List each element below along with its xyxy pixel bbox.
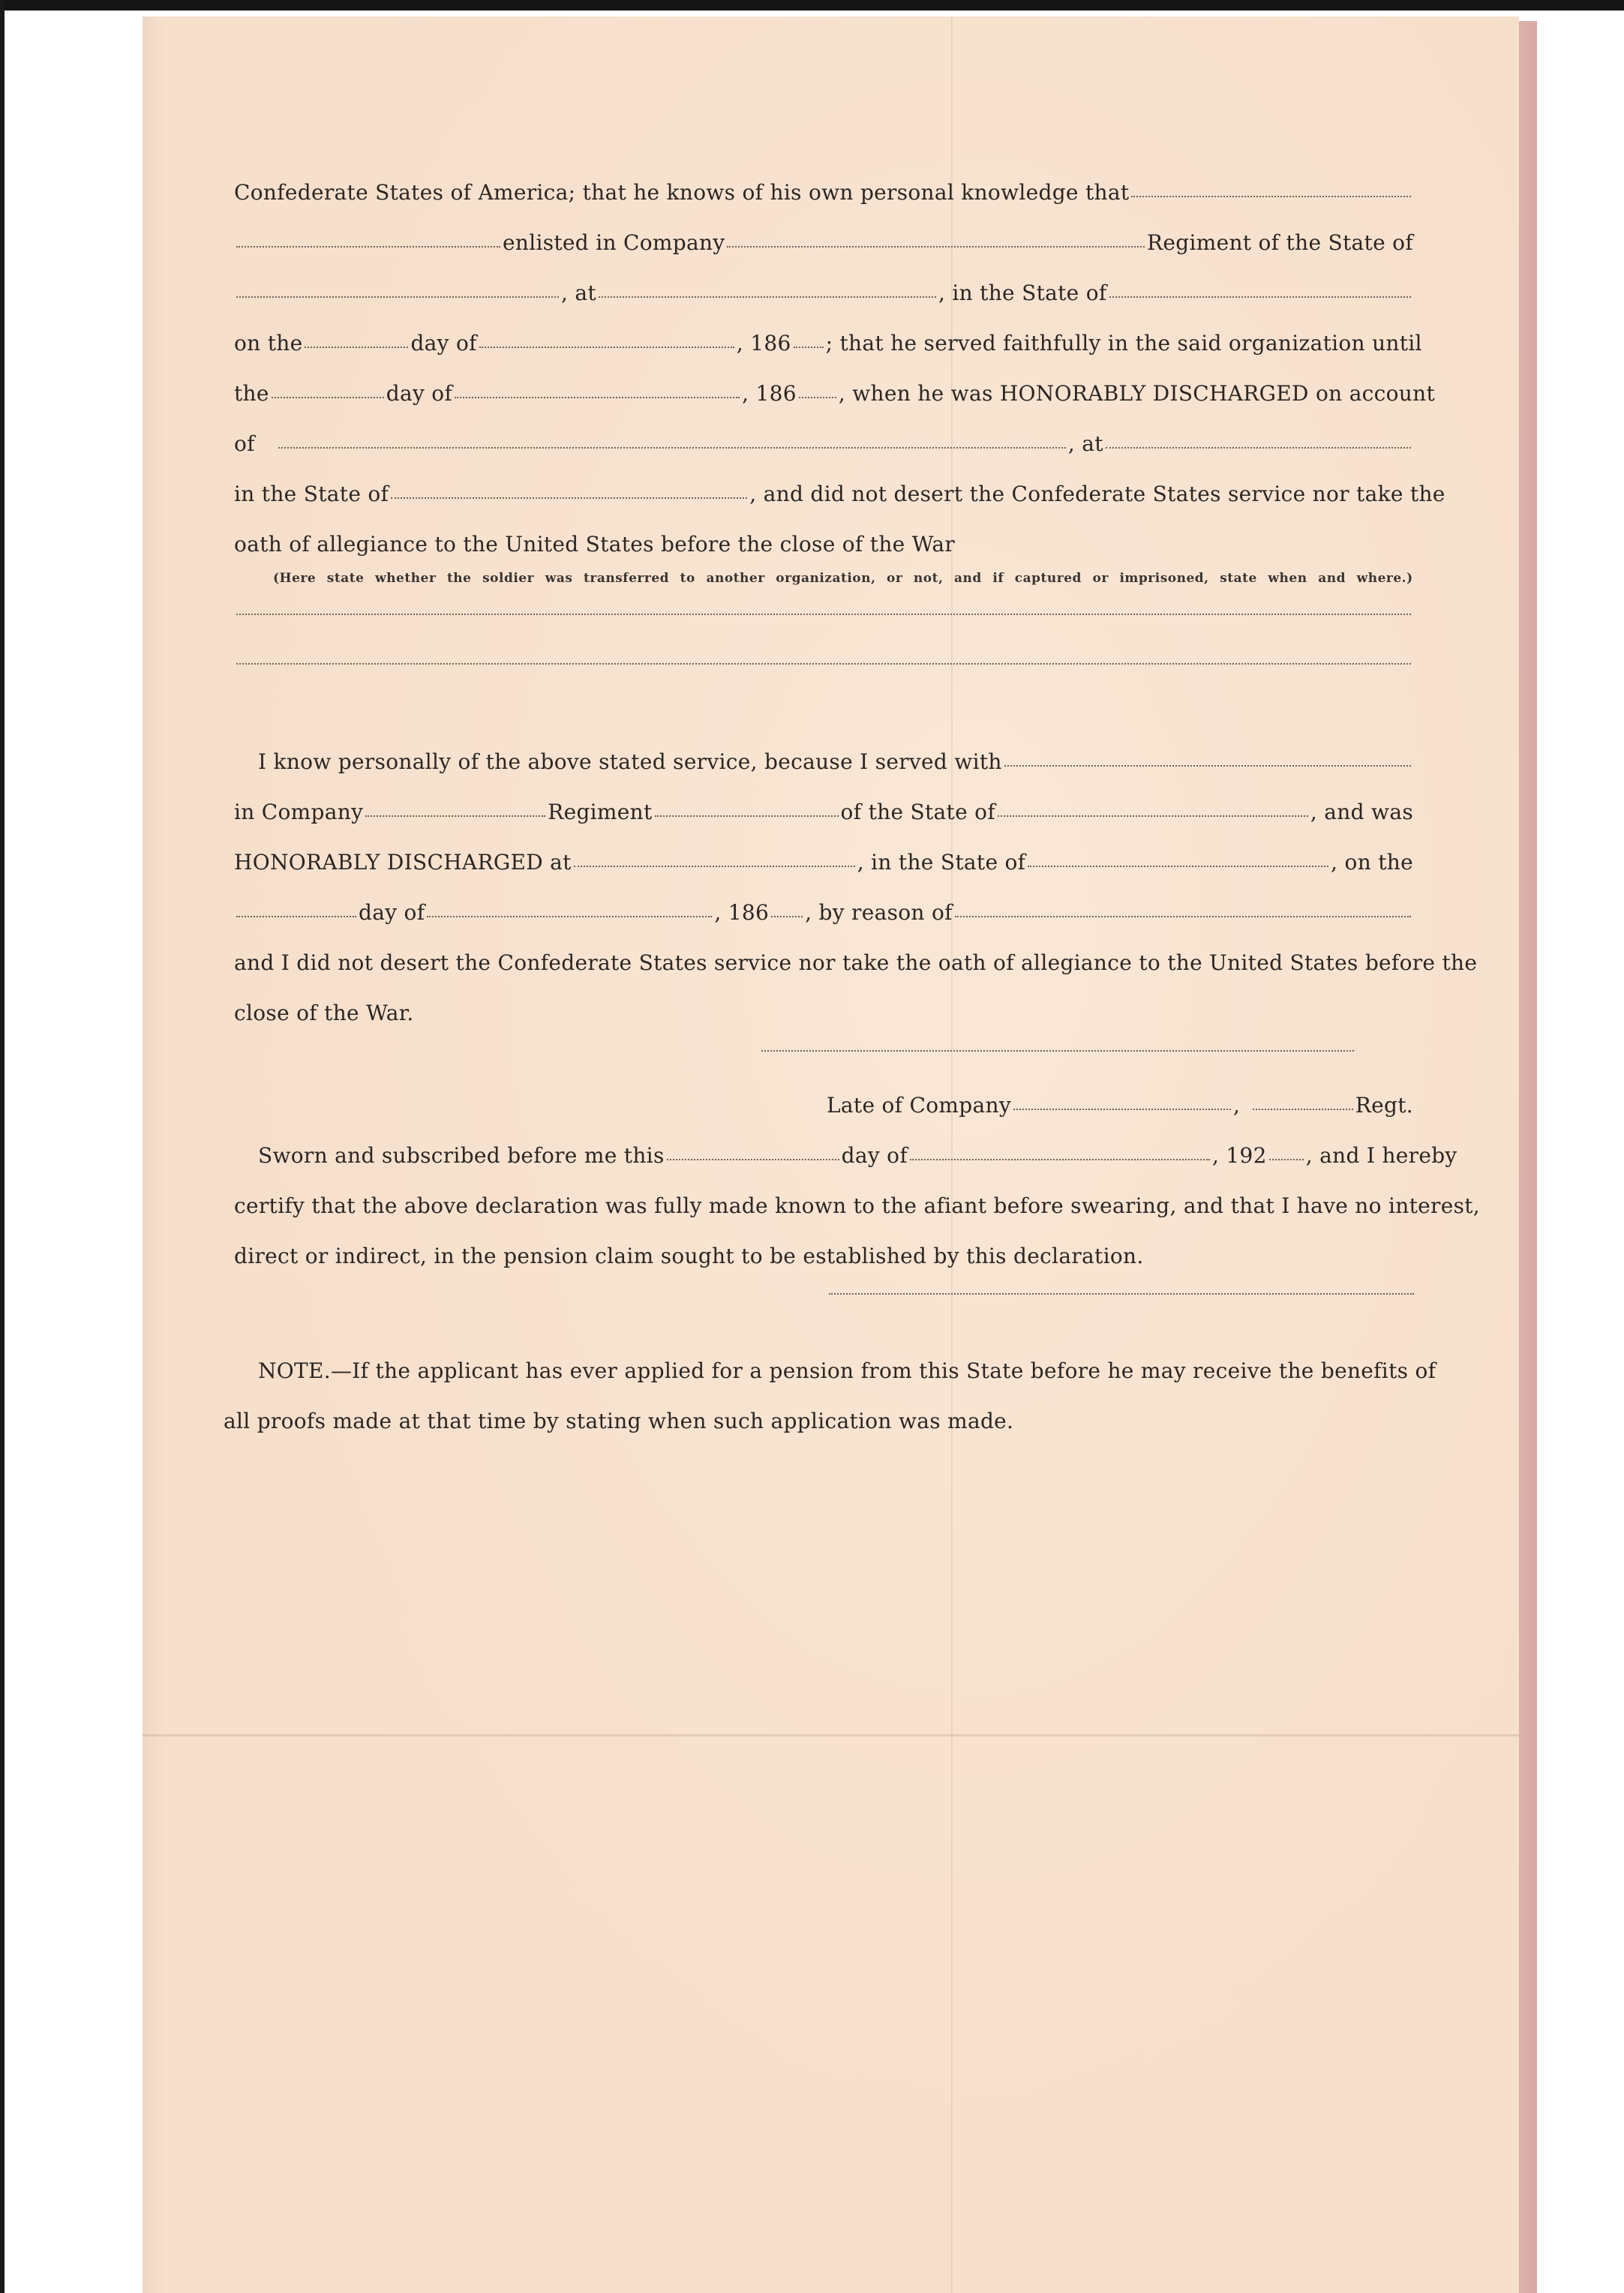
regiment-label: Regiment [548,800,653,824]
in-state-label: , in the State of [938,281,1107,305]
sworn-year-field[interactable] [1269,1157,1304,1160]
enlisted-label: enlisted in Company [503,230,725,255]
sworn-line-3 [234,1244,1413,1294]
at-label: , at [561,281,596,305]
witness-line-6 [234,1001,1413,1051]
sworn-line-2 [234,1193,1480,1244]
transfer-details-field-2[interactable] [236,662,1411,665]
service-line-8 [234,532,1413,571]
hereby-text: , and I hereby [1305,1143,1457,1168]
witness-discharge-year-field[interactable] [771,914,803,917]
comma-label: , [1232,1093,1241,1118]
late-of-company-label: Late of Company [827,1093,1011,1118]
service-text: Confederate States of America; that he knows of his own personal knowledge that [234,180,1130,205]
day-of-label: day of [386,381,453,406]
certify-text: certify that the above declaration was fully made known to the afiant before swearing, and that I have no interest, [234,1193,1480,1218]
served-faithfully-text: ; that he served faithfully in the said organization until [825,331,1422,356]
late-of-company-line [234,1093,1413,1143]
service-line-6 [234,431,1413,482]
discharge-reason-field[interactable] [278,446,1066,449]
day-of-label: day of [410,331,477,356]
witness-discharge-state-field[interactable] [1028,864,1328,867]
honorably-discharged-at-label: HONORABLY DISCHARGED at [234,850,572,875]
affiant-signature-line [234,1051,1413,1093]
on-the-label: , on the [1331,850,1413,875]
soldier-name-field[interactable] [1131,194,1411,197]
did-not-desert-text: , and did not desert the Confederate States service nor take the [749,482,1445,506]
honorably-discharged-text: , when he was HONORABLY DISCHARGED on account [838,381,1436,406]
discharge-month-field[interactable] [455,395,740,398]
witness-discharge-day-field[interactable] [236,914,356,917]
on-the-label: on the [234,331,303,356]
witness-line-3 [234,850,1413,900]
did-not-desert-text: and I did not desert the Confederate States service nor take the oath of allegiance to the United States before the [234,950,1478,975]
caption-text: (Here state whether the soldier was transferred to another organization, or not, and if captured or imprisoned, state when and where.) [273,571,1413,586]
pension-declaration-form [224,180,1480,1459]
enlist-day-field[interactable] [305,345,408,348]
witness-line-4 [234,900,1413,950]
sworn-line-1 [234,1143,1457,1193]
witness-company-field[interactable] [365,814,545,817]
regiment-label: Regiment of the State of [1147,230,1413,255]
witness-discharge-month-field[interactable] [427,914,712,917]
official-signature-field[interactable] [829,1292,1414,1295]
year-192-label: , 192 [1211,1143,1267,1168]
service-line-2 [234,230,1413,281]
enlist-state-field[interactable] [1109,295,1411,298]
instruction-caption [234,571,1413,614]
service-line-5 [234,381,1436,431]
witness-line-2 [234,800,1413,850]
discharge-place-field[interactable] [1106,446,1411,449]
sworn-text: Sworn and subscribed before me this [258,1143,665,1168]
discharge-state-field[interactable] [391,496,747,499]
transfer-details-line-2 [234,664,1413,713]
enlist-month-field[interactable] [479,345,734,348]
oath-text: oath of allegiance to the United States before the close of the War [234,532,956,557]
in-state-label: , in the State of [857,850,1026,875]
in-company-label: in Company [234,800,364,824]
affiant-signature-field[interactable] [761,1049,1354,1052]
of-label: of [234,431,255,456]
witness-line-5 [234,950,1478,1001]
official-signature-line [234,1294,1413,1336]
company-field[interactable] [727,245,1145,248]
day-of-label: day of [841,1143,908,1168]
discharge-year-field[interactable] [799,395,836,398]
service-line-7 [234,482,1445,532]
discharge-day-field[interactable] [272,395,384,398]
state-field[interactable] [236,295,559,298]
enlist-year-field[interactable] [794,345,824,348]
witness-regiment-field[interactable] [655,814,839,817]
bleed-through-text [315,1418,1425,1548]
scan-top-border [0,0,1624,11]
year-186-label: , 186 [736,331,791,356]
year-186-label: , 186 [714,900,770,925]
close-of-war-text: close of the War. [234,1001,414,1025]
regt-label: Regt. [1355,1093,1413,1118]
witness-discharge-reason-field[interactable] [955,914,1411,917]
affiant-company-field[interactable] [1013,1107,1231,1110]
enlist-place-field[interactable] [599,295,936,298]
sworn-day-field[interactable] [667,1157,839,1160]
horizontal-fold-crease [143,1734,1519,1736]
witness-text: I know personally of the above stated service, because I served with [258,749,1002,774]
service-line-4 [234,331,1422,381]
by-reason-of-label: , by reason of [805,900,953,925]
in-state-label: in the State of [234,482,389,506]
sworn-month-field[interactable] [910,1157,1210,1160]
witness-state-field[interactable] [998,814,1308,817]
note-text-2: all proofs made at that time by stating when such application was made. [224,1409,1014,1433]
note-text: NOTE.—If the applicant has ever applied for a pension from this State before he may receive the benefits of [258,1358,1436,1383]
scan-left-border [0,0,5,2293]
day-of-label: day of [359,900,425,925]
of-state-label: of the State of [840,800,995,824]
service-line-1 [234,180,1413,230]
the-label: the [234,381,269,406]
year-186-label: , 186 [742,381,797,406]
transfer-details-line-1 [234,614,1413,664]
witness-discharge-place-field[interactable] [574,864,855,867]
service-line-3 [234,281,1413,331]
at-label: , at [1067,431,1103,456]
transfer-details-field-1[interactable] [236,612,1411,615]
served-with-field[interactable] [1004,764,1411,767]
and-was-label: , and was [1310,800,1413,824]
note-line-1 [234,1358,1436,1409]
witness-line-1 [234,749,1413,800]
soldier-name-field-cont[interactable] [236,245,500,248]
direct-indirect-text: direct or indirect, in the pension claim sought to be established by this declaration. [234,1244,1144,1268]
affiant-regiment-field[interactable] [1253,1107,1353,1110]
